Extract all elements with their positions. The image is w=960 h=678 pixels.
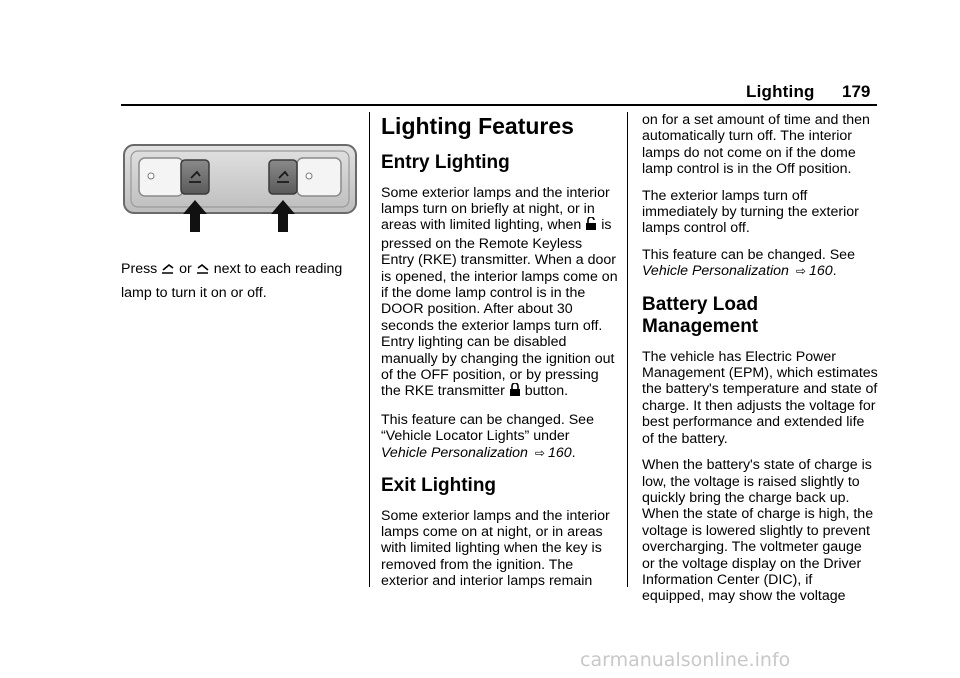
reading-lamp-left-icon xyxy=(161,260,175,282)
caption-press: Press xyxy=(121,261,158,277)
page-number: 179 xyxy=(842,82,871,101)
vehicle-personalization-link[interactable]: Vehicle Personalization xyxy=(642,263,789,280)
exit-lighting-see-also: This feature can be changed. See Vehicle Personalization ⇨ 160. xyxy=(642,246,855,280)
section-title: Lighting xyxy=(746,82,815,101)
exit-lighting-paragraph: Some exterior lamps and the interior lamps come on at night, or in areas with limited lighting when the key is removed from the ignition. The exterior and interior lamps remain xyxy=(381,507,610,590)
entry-lighting-paragraph: Some exterior lamps and the interior lamps turn on briefly at night, or in areas with limited lighting, when is pressed on the Remote Keyless Entry (RKE) transmitter. When a door is opened, the interior lamps come on if the dome lamp control is in the DOOR position. After about 30 seconds the exterior lamps turn off. Entry lighting can be disabled manually by changing the ignition out of the OFF position, or by pressing the RKE transmitter button. xyxy=(381,185,619,402)
column-2 xyxy=(381,112,619,600)
page-reference[interactable]: 160 xyxy=(547,444,572,461)
left-lamp-lens xyxy=(139,158,183,196)
right-lamp-button xyxy=(269,160,297,194)
header-rule xyxy=(121,104,877,106)
vehicle-personalization-link[interactable]: Vehicle Personalization xyxy=(381,444,528,461)
battery-load-heading: Battery Load Management xyxy=(642,293,759,338)
left-lamp-button xyxy=(181,160,209,194)
caption-rest: next to each reading lamp to turn it on or off. xyxy=(121,261,343,301)
right-lamp-lens xyxy=(297,158,341,196)
entry-lighting-see-also: This feature can be changed. See “Vehicle Locator Lights” under Vehicle Personalization ⇨ 160. xyxy=(381,411,594,461)
reading-lamp-illustration xyxy=(121,140,361,240)
reading-lamp-right-icon xyxy=(196,260,210,282)
battery-paragraph-1: The vehicle has Electric Power Management (EPM), which estimates the battery's temperature and state of charge. It then adjusts the voltage for best performance and extended life of the battery. xyxy=(642,348,878,447)
page-reference-arrow-icon: ⇨ xyxy=(534,445,545,460)
page-reference-arrow-icon: ⇨ xyxy=(795,264,806,279)
watermark: carmanualsonline.info xyxy=(580,649,791,671)
caption-or: or xyxy=(179,261,192,277)
column-divider-2 xyxy=(627,112,628,587)
exit-lighting-heading: Exit Lighting xyxy=(381,475,497,496)
column-divider-1 xyxy=(369,112,370,587)
rke-unlock-icon xyxy=(585,217,597,235)
exit-lighting-continued: on for a set amount of time and then automatically turn off. The interior lamps do not come on if the dome lamp control is in the Off position. xyxy=(642,112,870,178)
exterior-lamps-paragraph: The exterior lamps turn off immediately by turning the exterior lamps control off. xyxy=(642,187,859,237)
chapter-heading: Lighting Features xyxy=(381,113,574,139)
battery-paragraph-2: When the battery's state of charge is low, the voltage is raised slightly to quickly bring the charge back up. When the state of charge is high, the voltage is lowered slightly to prevent overcharging. The voltmeter gauge or the voltage display on the Driver Information Center (DIC), if equipped, may show the voltage xyxy=(642,457,874,605)
column-3 xyxy=(642,112,878,615)
entry-lighting-heading: Entry Lighting xyxy=(381,152,510,173)
figure-caption xyxy=(121,258,357,304)
page-reference[interactable]: 160 xyxy=(808,263,833,280)
rke-lock-icon xyxy=(509,383,521,401)
